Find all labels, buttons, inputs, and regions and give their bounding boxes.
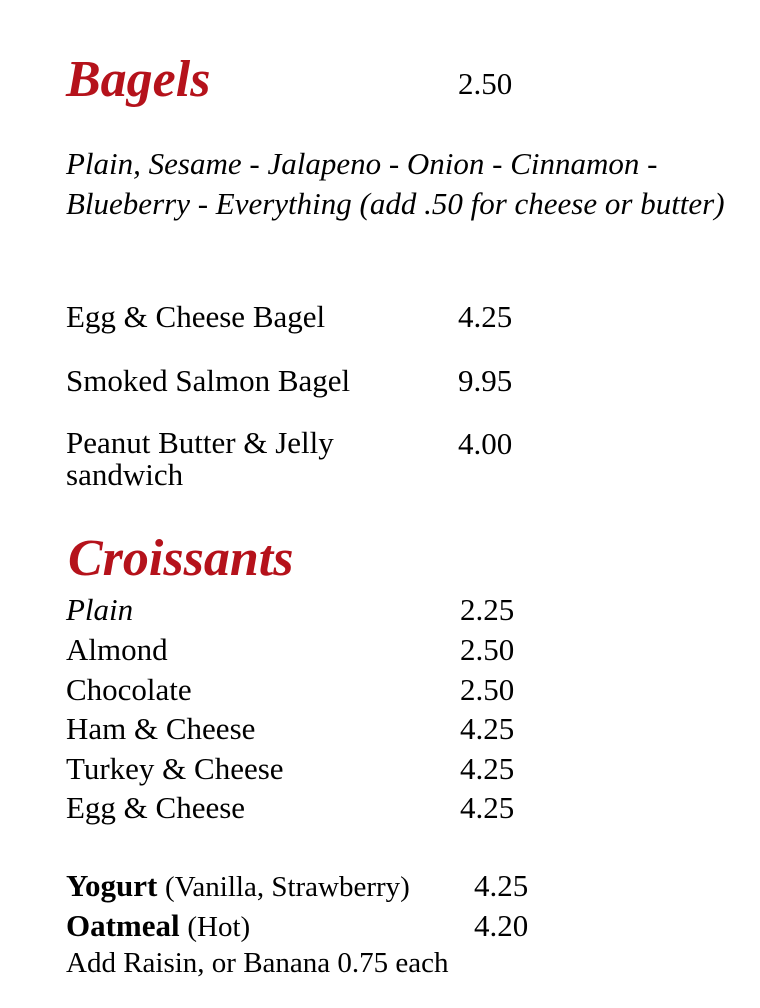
menu-item-price: 2.50 <box>460 632 515 667</box>
menu-item-name: Turkey & Cheese <box>66 751 284 786</box>
menu-item-price: 4.00 <box>458 426 513 461</box>
bagel-flavors-description: Plain, Sesame - Jalapeno - Onion - Cinnamon - Blueberry - Everything (add .50 for cheese or butter) <box>66 146 725 221</box>
menu-item-name: Egg & Cheese Bagel <box>66 299 326 334</box>
yogurt-detail: (Vanilla, Strawberry) <box>165 871 410 903</box>
menu-item-price: 4.25 <box>460 711 515 746</box>
yogurt-line <box>66 869 410 903</box>
bagels-base-price: 2.50 <box>458 66 513 101</box>
menu-item-name: Egg & Cheese <box>66 790 246 825</box>
menu-item-price: 9.95 <box>458 363 513 398</box>
yogurt-price: 4.25 <box>474 868 529 903</box>
oatmeal-price: 4.20 <box>474 908 529 943</box>
menu-item-name: Peanut Butter & Jelly sandwich <box>66 425 334 492</box>
menu-item-price: 4.25 <box>460 751 515 786</box>
menu-item-price: 2.50 <box>460 672 515 707</box>
oatmeal-name: Oatmeal <box>66 908 180 943</box>
menu-item-name: Almond <box>66 632 168 667</box>
oatmeal-line <box>66 909 250 943</box>
bagels-heading: Bagels <box>66 51 211 108</box>
yogurt-name: Yogurt <box>66 868 158 903</box>
menu-item-name: Plain <box>66 592 134 627</box>
croissants-heading: Croissants <box>68 530 294 587</box>
menu-item-price: 4.25 <box>458 299 513 334</box>
menu-item-name: Chocolate <box>66 672 192 707</box>
menu-item-name: Ham & Cheese <box>66 711 256 746</box>
oatmeal-detail: (Hot) <box>187 911 251 943</box>
menu-item-price: 4.25 <box>460 790 515 825</box>
addon-note: Add Raisin, or Banana 0.75 each <box>66 947 449 979</box>
menu-item-name: Smoked Salmon Bagel <box>66 363 351 398</box>
menu-item-price: 2.25 <box>460 592 515 627</box>
